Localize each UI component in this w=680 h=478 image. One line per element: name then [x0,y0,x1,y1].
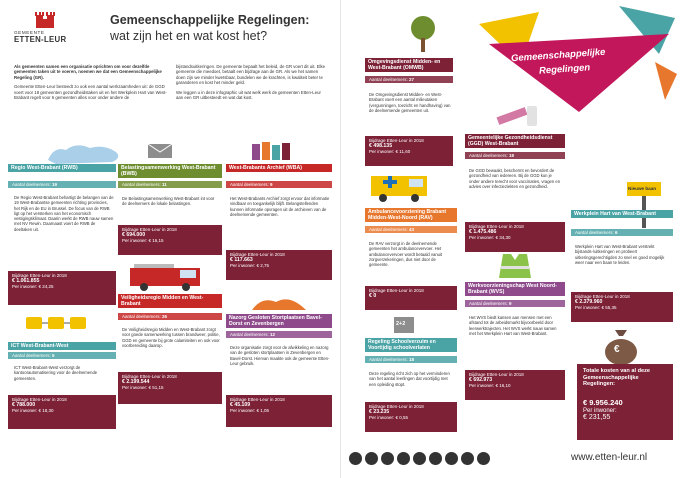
twitter-icon[interactable] [477,452,490,465]
signpost-text: Nieuwe baan [628,186,657,191]
ict-text: ICT West-Brabant-West verzorgt de kantoorautomatisering voor de deelnemende gemeenten. [14,365,98,381]
school-text: Deze regeling richt zich op het verminderen van het aantal leerlingen dat voortijdig met een opleiding stopt. [369,371,450,387]
intro-bold: Als gemeenten samen een organisatie oprichten om voor dezelfde gemeenten taken uit te voeren, noemen we dat een Gemeenschappelijke Regeling (GR). [14,64,162,80]
wba-text: Het West-Brabants Archief zorgt ervoor dat informatie vindbaar en toegankelijk blijft. Belangstellenden kunnen informatie opvragen uit de archieven van de deelnemende gemeenten. [230,196,330,217]
nazorg-title: Nazorg Gesloten Stortplaatsen Bavel-Dorst en Zevenbergen [226,314,332,328]
nazorg-text: Deze organisatie zorgt voor de afwikkeling en nazorg van de gesloten stortplaatsen in Zevenbergen en Bavel-Dorst. Hiervan maakte ook de gemeente Etten-Leur gebruik. [230,345,330,366]
wvs-title: Werkvoorzieningschap West Noord-Brabant (WVS) [465,282,565,296]
omwb-count: Aantal deelnemers: 27 [365,76,453,83]
rss-icon[interactable] [349,452,362,465]
tree-icon [403,14,443,54]
totals-per: € 231,55 [583,413,611,421]
wba-count: Aantal deelnemers: 9 [226,181,332,188]
vrmwb-text: De Veiligheidsregio Midden en West-Brabant zorgt voor goede samenwerking tussen brandweer, politie, GGD en gemeente bij grote calamiteiten en ook voor voorbereiding daarop. [122,327,220,348]
youtube-icon[interactable] [445,452,458,465]
werkplein-cost: Bijdrage Etten-Leur in 2018 € 2.379.960 Per inwoner: € 55,35 [571,292,673,322]
ggd-title: Gemeentelijke Gezondheidsdienst (GGD) West-Brabant [465,134,565,148]
werkplein-text: Werkplein Hart van West-Brabant verstrekt bijstands-/uitkeringen en probeert uitkeringsgerechtigden zo snel en goed mogelijk weer naar een baan te leiden. [575,244,665,265]
dice-sign-text: 2+2 [396,321,406,327]
bwb-text: De Belastingsamenwerking West-Brabant int voor de deelnemers de lokale belastingen. [122,196,215,207]
pinterest-icon[interactable] [397,452,410,465]
rwb-title: Regio West-Brabant (RWB) [8,164,116,172]
school-cost: Bijdrage Etten-Leur in 2018 € 23.235 Per inwoner: € 0,55 [365,402,457,432]
nazorg-cost: Bijdrage Etten-Leur in 2018 € 45.109 Per inwoner: € 1,05 [226,395,332,427]
bwb-cost: Bijdrage Etten-Leur in 2018 € 694.000 Per inwoner: € 16,15 [118,225,222,255]
totals-title: Totale kosten van al deze Gemeenschappelijke Regelingen: [583,368,651,388]
ambu-title: Ambulancevoorziening Brabant Midden-West-Noord (RAV) [365,208,457,222]
archive-books-icon [250,140,294,162]
banner-line1: Gemeenschappelijke [510,46,606,65]
ambu-cost: Bijdrage Etten-Leur in 2018 € 0 [365,286,457,310]
facebook-icon[interactable] [429,452,442,465]
totals-per-label: Per inwoner: [583,407,617,414]
logo-line2: ETTEN-LEUR [14,35,67,44]
ambu-text: De RAV verzorgt in de deelnemende gemeenten het ambulancevervoer. Het ambulancevervoer wordt betaald vanuit zorgverzekeringen, dus niet door de gemeente. [369,241,443,268]
school-title: Regeling Schoolverzuim en Voortijdig schoolverlaten [365,338,457,352]
ict-title: ICT West-Brabant-West [8,342,116,350]
googleplus-icon[interactable] [381,452,394,465]
fire-truck-icon [128,262,206,292]
rwb-text: De Regio West-Brabant behartigt de belangen van de 19 West-Brabantse gemeenten richting provincies, het Rijk en de EU in Brussel. De focus van de RWB ligt op het versterken van het economisch vestigingsklimaat. Daarin werkt de RWB nauw samen met NV Rewin. Daarnaast voert de RWB de deeltaken uit. [14,195,114,232]
network-icon [26,314,86,334]
wvs-count: Aantal deelnemers: 9 [465,300,565,307]
ggd-count: Aantal deelnemers: 18 [465,152,565,159]
ggd-text: De GGD bewaakt, beschermt en bevordert de gezondheid van iedereen. Bij de GGD kun je onder andere terecht voor vaccinaties, vragen en advies over infectieziekten en gezondheid. [469,168,561,189]
vest-icon [497,252,533,280]
omwb-title: Omgevingsdienst Midden- en West-Brabant (OMWB) [365,58,453,72]
omwb-cost: Bijdrage Etten-Leur in 2018 € 498.135 Per inwoner: € 11,60 [365,136,453,166]
euro-icon: € [614,344,620,355]
ambu-count: Aantal deelnemers: 43 [365,226,457,233]
logo-line1: GEMEENTE [14,30,45,35]
instagram-icon[interactable] [461,452,474,465]
intro-col1 [14,64,172,100]
website-link[interactable]: www.etten-leur.nl [571,452,648,463]
wvs-cost: Bijdrage Etten-Leur in 2018 € 692.973 Per inwoner: € 16,10 [465,370,565,400]
nazorg-count: Aantal deelnemers: 12 [226,331,332,338]
bwb-title: Belastingsamenwerking West-Brabant (BWB) [118,164,222,178]
intro-p3: We leggen u in deze infographic uit wat welk werk de gemeenten Etten-Leur aan een GR uitbesteedt en wat dat kost. [176,89,321,101]
rwb-cost: Bijdrage Etten-Leur in 2018 € 1.061.855 Per inwoner: € 24,25 [8,271,116,305]
intro-p2: bijstandsuitkeringen. De gemeente bepaalt het beleid, de GR voert dit uit. Elke gemeente die meedoet, betaalt een bijdrage aan de GR. Als we het samen doen zijn we minder kwetsbaar, bundelen we de krachten, is kwaliteit beter te garanderen en kost het minder geld. [176,64,326,86]
intro-p1: Gemeente Etten-Leur besteedt zo ook een aantal werkzaamheden uit: de GGD voert voor 18 gemeenten gezondheidstaken uit en het Werkplein Hart van West-Brabant regelt voor 6 gemeenten alles voor onder andere de [14,84,167,101]
ict-cost: Bijdrage Etten-Leur in 2018 € 788.000 Per inwoner: € 18,30 [8,395,116,429]
school-count: Aantal deelnemers: 18 [365,356,457,363]
totals-box [577,364,673,440]
castle-logo-icon [14,9,78,31]
ict-count: Aantal deelnemers: 5 [8,352,116,359]
ambulance-icon [369,172,431,204]
vrmwb-cost: Bijdrage Etten-Leur in 2018 € 2.199.544 Per inwoner: € 51,15 [118,372,222,404]
tax-envelope-icon [146,140,174,160]
landfill-truck-icon [250,292,310,314]
linkedin-icon[interactable] [365,452,378,465]
banner-line2: Regelingen [538,62,591,77]
money-bag-icon [603,326,639,366]
wba-cost: Bijdrage Etten-Leur in 2018 € 117.663 Per inwoner: € 2,75 [226,250,332,280]
brabant-map-icon [46,140,124,166]
omwb-text: De Omgevingsdienst Midden- en West-Brabant voert een aantal milieutaken (vergunningen, toezicht en handhaving) van de deelnemende gemeenten uit. [369,92,451,113]
vrmwb-title: Veiligheidsregio Midden en West-Brabant [118,294,222,308]
page-subtitle: wat zijn het en wat kost het? [110,29,268,43]
page-title: Gemeenschappelijke Regelingen: [110,13,310,27]
wba-title: West-Brabants Archief (WBA) [226,164,332,172]
social-icons [349,452,490,466]
tumblr-icon[interactable] [413,452,426,465]
intro-col2 [176,64,328,100]
right-page [340,0,680,478]
werkplein-count: Aantal deelnemers: 6 [571,229,673,236]
ggd-cost: Bijdrage Etten-Leur in 2018 € 1.475.486 Per inwoner: € 34,30 [465,222,565,252]
wvs-text: Het WVS biedt kansen aan mensen met een afstand tot de arbeidsmarkt bijvoorbeeld door leerwerktrajecten. Het WVS werkt nauw samen met het Werkplein Hart van West-Brabant. [469,315,557,336]
vrmwb-count: Aantal deelnemers: 26 [118,313,222,320]
werkplein-title: Werkplein Hart van West-Brabant [571,210,673,218]
totals-amount: € 9.956.240 [583,397,623,407]
municipality-logo [14,9,78,43]
syringe-icon [491,100,541,130]
bwb-count: Aantal deelnemers: 11 [118,181,222,188]
rwb-count: Aantal deelnemers: 19 [8,181,116,188]
